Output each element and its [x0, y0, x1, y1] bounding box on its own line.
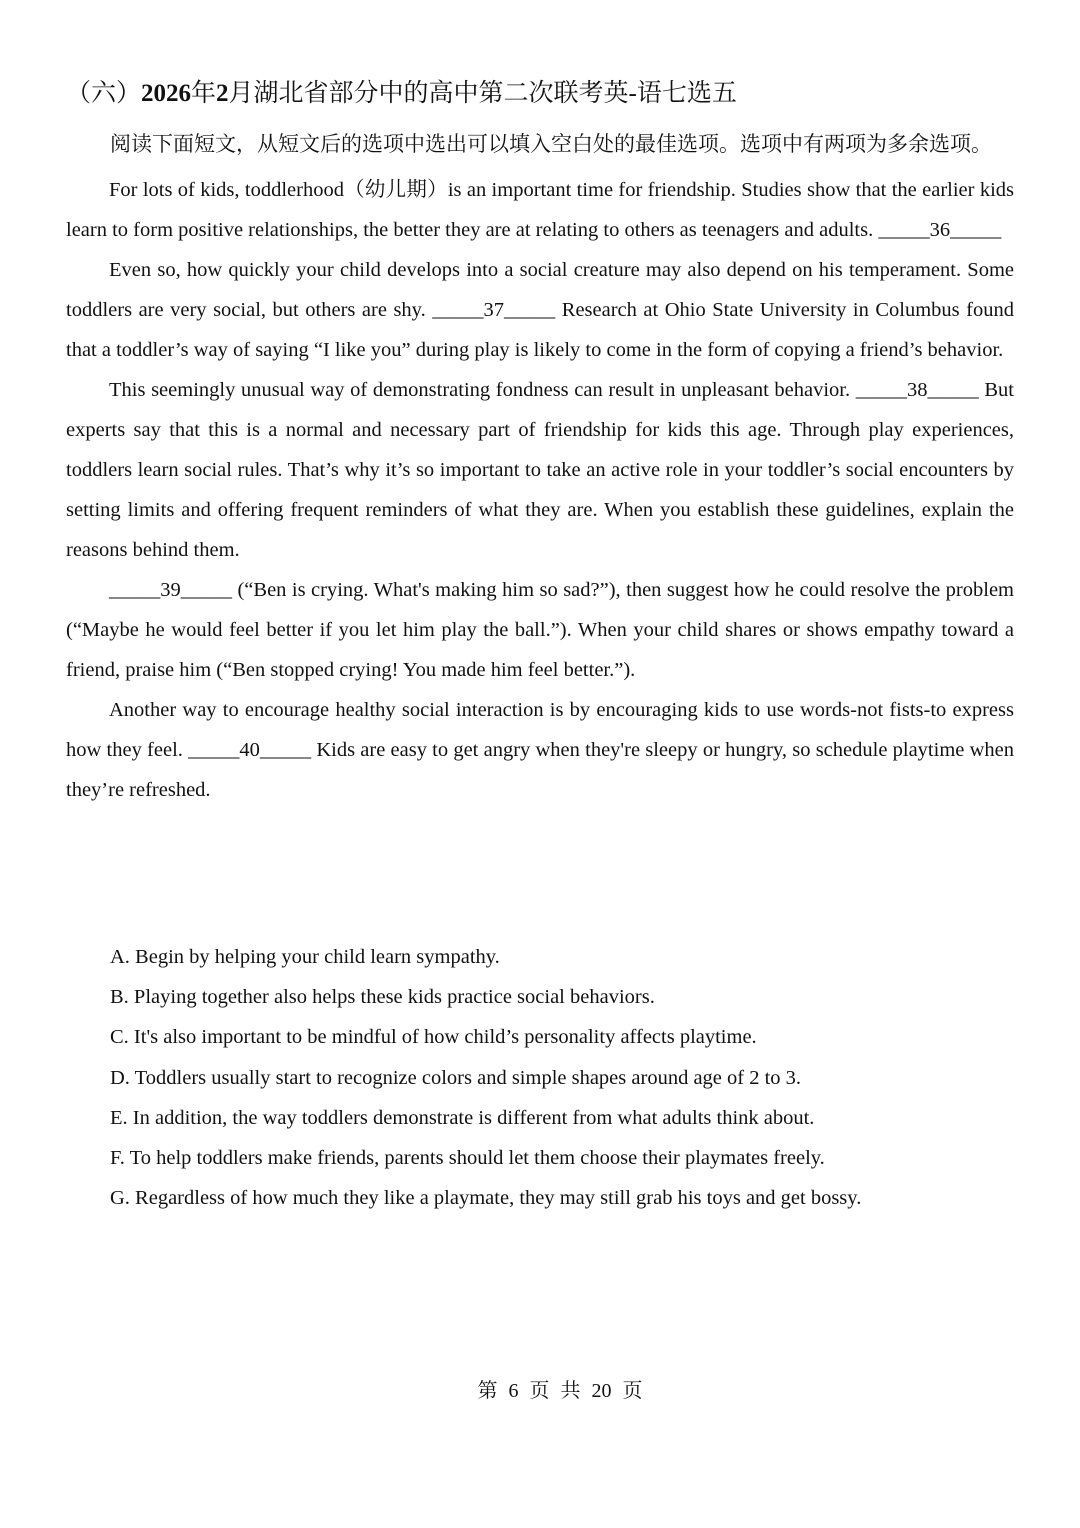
option-g: G. Regardless of how much they like a playmate, they may still grab his toys and get bossy.: [110, 1187, 862, 1210]
answer-options: [110, 937, 1050, 1218]
instructions: 阅读下面短文，从短文后的选项中选出可以填入空白处的最佳选项。选项中有两项为多余选项。: [110, 132, 992, 156]
passage-paragraph-3: This seemingly unusual way of demonstrating fondness can result in unpleasant behavior. _____38_____ But experts say that this is a normal and necessary part of friendship for kids this age. Through play experiences, toddlers learn social rules. That’s why it’s so important to take an active role in your toddler’s social encounters by setting limits and offering frequent reminders of what they are. When you establish these guidelines, explain the reasons behind them.: [66, 379, 1014, 561]
heading-month: 2: [216, 80, 229, 107]
option-f: F. To help toddlers make friends, parents should let them choose their playmates freely.: [110, 1147, 825, 1170]
option-b: B. Playing together also helps these kids practice social behaviors.: [110, 986, 655, 1009]
option-c: C. It's also important to be mindful of how child’s personality affects playtime.: [110, 1026, 757, 1049]
reading-passage: [66, 170, 1014, 810]
heading-title: 月湖北省部分中的高中第二次联考英-语七选五: [228, 80, 737, 107]
passage-paragraph-4: _____39_____ (“Ben is crying. What's making him so sad?”), then suggest how he could resolve the problem (“Maybe he would feel better if you let him play the ball.”). When your child shares or shows empathy toward a friend, praise him (“Ben stopped crying! You made him feel better.”).: [66, 579, 1014, 681]
option-e: E. In addition, the way toddlers demonstrate is different from what adults think about.: [110, 1106, 815, 1129]
option-a: A. Begin by helping your child learn sympathy.: [110, 946, 500, 968]
passage-paragraph-1: For lots of kids, toddlerhood（幼儿期）is an important time for friendship. Studies show that the earlier kids learn to form positive relationships, the better they are at relating to others as teenagers and adults. _____36_____: [66, 179, 1014, 241]
heading-year-char: 年: [191, 80, 217, 107]
heading-prefix: （六）: [66, 80, 142, 107]
passage-paragraph-5: Another way to encourage healthy social interaction is by encouraging kids to use words-not fists-to express how they feel. _____40_____ Kids are easy to get angry when they're sleepy or hungry, so schedule playtime when they’re refreshed.: [66, 699, 1014, 801]
passage-paragraph-2: Even so, how quickly your child develops into a social creature may also depend on his temperament. Some toddlers are very social, but others are shy. _____37_____ Research at Ohio State University in Columbus found that a toddler’s way of saying “I like you” during play is likely to come in the form of copying a friend’s behavior.: [66, 259, 1014, 361]
heading-year: 2026: [141, 80, 192, 107]
page-footer: 第 6 页 共 20 页: [477, 1380, 643, 1402]
section-heading: [66, 76, 737, 112]
option-d: D. Toddlers usually start to recognize colors and simple shapes around age of 2 to 3.: [110, 1066, 802, 1089]
